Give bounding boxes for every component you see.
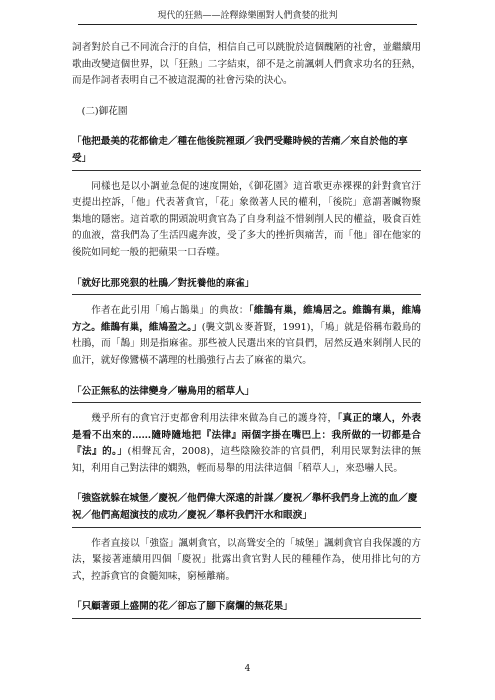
header-rule [78, 24, 417, 25]
lyric-quote-3: 「公正無私的法律變身／嚇鳥用的稻草人」 [72, 384, 421, 404]
para2-lead: 作者在此引用「鳩占鵲巢」的典故： [91, 305, 249, 317]
lyric-quote-2: 「就好比那兇狠的杜鵑／對抚養他的麻雀」 [72, 276, 421, 296]
para3-rest: (相聲瓦舍，2008)，這些陰險狡詐的官員們，利用民眾對法律的無知，利用自己對法律的嫻熟，輕而易舉的用法律這個「稻草人」，來恐嚇人民。 [72, 446, 422, 474]
analysis-paragraph-1: 同樣也是以小調並急促的速度開始，《御花園》這首歌更赤裸裸的針對貪官汙吏提出控訴，「他」代表著貪官，「花」象徵著人民的權利，「後院」意謂著贓物聚集地的隱密。這首歌的開頭說明貪官為了自身利益不惜剝削人民的權益，吸食百姓的血液，當我們為了生活四處奔波，受了多大的挫折與痛苦，而「他」卻在他家的後院如同蛇一般的把蘋果一口吞噬。 [72, 180, 421, 258]
running-header: 現代的狂熱——詮釋綠樂團對人們貪婪的批判 [157, 11, 338, 21]
analysis-paragraph-2 [72, 303, 421, 369]
page-number: 4 [244, 664, 251, 674]
intro-paragraph: 詞者對於自己不同流合汙的自信，相信自己可以跳脫於這個醜陋的社會，並繼續用歌曲改變這個世界，以「狂熱」二字結束，卻不是之前諷刺人們貪求功名的狂熱，而是作詞者表明自己不被這混濁的社會污染的決心。 [72, 42, 421, 87]
analysis-paragraph-4: 作者直接以「強盜」諷刺貪官，以高聳安全的「城堡」諷刺貪官自我保護的方法，緊接著連續用四個「慶祝」批露出貪官對人民的種種作為，使用排比句的方式，控訴貪官的食髓知味，窮極離痛。 [72, 537, 421, 582]
document-body [72, 40, 421, 627]
classic-citation: 「維鵲有巢，維鳩居之。維鵲有巢，維鳩方之。維鵲有巢，維鳩盈之。」 [72, 305, 422, 333]
para2-rest: (襲文凱＆麥蒼賢，1991)，「鳩」就是俗稱布穀鳥的杜鵑，而「鵲」則是指麻雀。那些被人民選出來的官員們，居然反過來剝削人民的血汗，就好像鸞橫不講理的杜鵑強行占去了麻雀的巢穴。 [72, 321, 421, 366]
para3-lead: 幾乎所有的貪官汙吏都會利用法律來做為自己的護身符， [91, 413, 338, 425]
section-heading: (二)御花園 [81, 105, 128, 117]
lyric-quote-4: 「強盜就躲在城堡／慶祝／他們偉大深遠的計謀／慶祝／舉杯我們身上流的血／慶祝／他們高超演技的成功／慶祝／舉杯我們汗水和眼淚」 [72, 491, 421, 527]
crosstalk-citation: 「真正的壞人，外表是看不出來的……隨時隨地把『法律』兩個字掛在嘴巴上：我所做的一切都是合『法』的。」 [72, 413, 422, 458]
lyric-quote-1: 「他把最美的花都偷走／種在他後院裡頭／我們受難時候的苦痛／來自於他的享受」 [72, 134, 421, 170]
analysis-paragraph-3 [72, 411, 421, 477]
lyric-quote-5: 「只顧著頭上盛開的花／卻忘了腳下腐爛的無花果」 [72, 599, 421, 619]
